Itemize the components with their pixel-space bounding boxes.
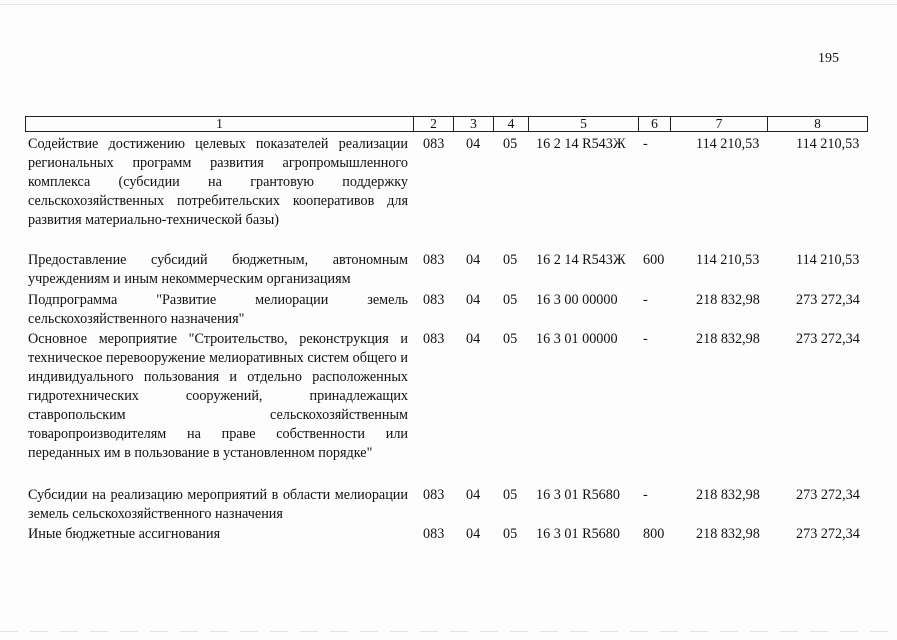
cell-amount-col7: 218 832,98 bbox=[696, 331, 760, 347]
header-col-3: 3 bbox=[453, 117, 493, 131]
cell-section: 04 bbox=[466, 252, 481, 268]
cell-subsection: 05 bbox=[503, 331, 518, 347]
cell-section: 04 bbox=[466, 331, 481, 347]
scan-top-edge bbox=[0, 4, 897, 5]
row-description: Иные бюджетные ассигнования bbox=[28, 526, 221, 542]
cell-subsection: 05 bbox=[503, 136, 518, 152]
header-col-2: 2 bbox=[413, 117, 453, 131]
cell-amount-col8: 273 272,34 bbox=[796, 487, 860, 503]
header-col-4: 4 bbox=[493, 117, 528, 131]
header-col-5: 5 bbox=[528, 117, 638, 131]
page-number: 195 bbox=[818, 51, 839, 66]
cell-target-article: 16 2 14 R543Ж bbox=[536, 136, 626, 152]
row-description: Основное мероприятие "Строительство, реконструкция и техническое перевооружение мелиоративных систем общего и индивидуального пользования и отдельно расположенных гидротехнических сооружений, принадлежащих ставропольским сельскохозяйственным товаропроизводителям на праве собственности или переданных им в пользование в установленном порядке" bbox=[28, 331, 408, 461]
cell-target-article: 16 2 14 R543Ж bbox=[536, 252, 626, 268]
cell-amount-col7: 114 210,53 bbox=[696, 136, 760, 152]
cell-amount-col7: 218 832,98 bbox=[696, 487, 760, 503]
cell-amount-col7: 218 832,98 bbox=[696, 292, 760, 308]
cell-target-article: 16 3 01 00000 bbox=[536, 331, 618, 347]
scan-bottom-noise bbox=[0, 631, 897, 632]
cell-expense-type: - bbox=[643, 487, 648, 503]
cell-section: 04 bbox=[466, 136, 481, 152]
cell-subsection: 05 bbox=[503, 292, 518, 308]
row-description: Подпрограмма "Развитие мелиорации земель сельскохозяйственного назначения" bbox=[28, 292, 408, 327]
cell-ministry-code: 083 bbox=[423, 252, 445, 268]
cell-target-article: 16 3 01 R5680 bbox=[536, 487, 620, 503]
cell-amount-col8: 273 272,34 bbox=[796, 292, 860, 308]
cell-section: 04 bbox=[466, 292, 481, 308]
cell-amount-col7: 114 210,53 bbox=[696, 252, 760, 268]
cell-ministry-code: 083 bbox=[423, 526, 445, 542]
cell-expense-type: - bbox=[643, 136, 648, 152]
row-description: Содействие достижению целевых показателей реализации региональных программ развития агропромышленного комплекса (субсидии на грантовую поддержку сельскохозяйственных потребительских кооперативов для развития материально-технической базы) bbox=[28, 136, 408, 228]
header-col-1: 1 bbox=[216, 116, 223, 131]
cell-ministry-code: 083 bbox=[423, 487, 445, 503]
cell-amount-col8: 114 210,53 bbox=[796, 136, 860, 152]
header-col-6: 6 bbox=[638, 117, 670, 131]
cell-subsection: 05 bbox=[503, 252, 518, 268]
header-col-7: 7 bbox=[670, 117, 767, 131]
cell-amount-col8: 273 272,34 bbox=[796, 526, 860, 542]
cell-ministry-code: 083 bbox=[423, 136, 445, 152]
cell-expense-type: 600 bbox=[643, 252, 665, 268]
cell-expense-type: 800 bbox=[643, 526, 665, 542]
cell-target-article: 16 3 01 R5680 bbox=[536, 526, 620, 542]
cell-amount-col8: 273 272,34 bbox=[796, 331, 860, 347]
cell-ministry-code: 083 bbox=[423, 331, 445, 347]
cell-amount-col8: 114 210,53 bbox=[796, 252, 860, 268]
cell-expense-type: - bbox=[643, 331, 648, 347]
cell-section: 04 bbox=[466, 526, 481, 542]
cell-section: 04 bbox=[466, 487, 481, 503]
cell-amount-col7: 218 832,98 bbox=[696, 526, 760, 542]
cell-target-article: 16 3 00 00000 bbox=[536, 292, 618, 308]
header-col-8: 8 bbox=[767, 117, 867, 131]
cell-ministry-code: 083 bbox=[423, 292, 445, 308]
row-description: Предоставление субсидий бюджетным, автономным учреждениям и иным некоммерческим организациям bbox=[28, 252, 408, 287]
cell-expense-type: - bbox=[643, 292, 648, 308]
cell-subsection: 05 bbox=[503, 526, 518, 542]
table-header bbox=[25, 116, 868, 132]
row-description: Субсидии на реализацию мероприятий в области мелиорации земель сельскохозяйственного назначения bbox=[28, 487, 408, 522]
cell-subsection: 05 bbox=[503, 487, 518, 503]
